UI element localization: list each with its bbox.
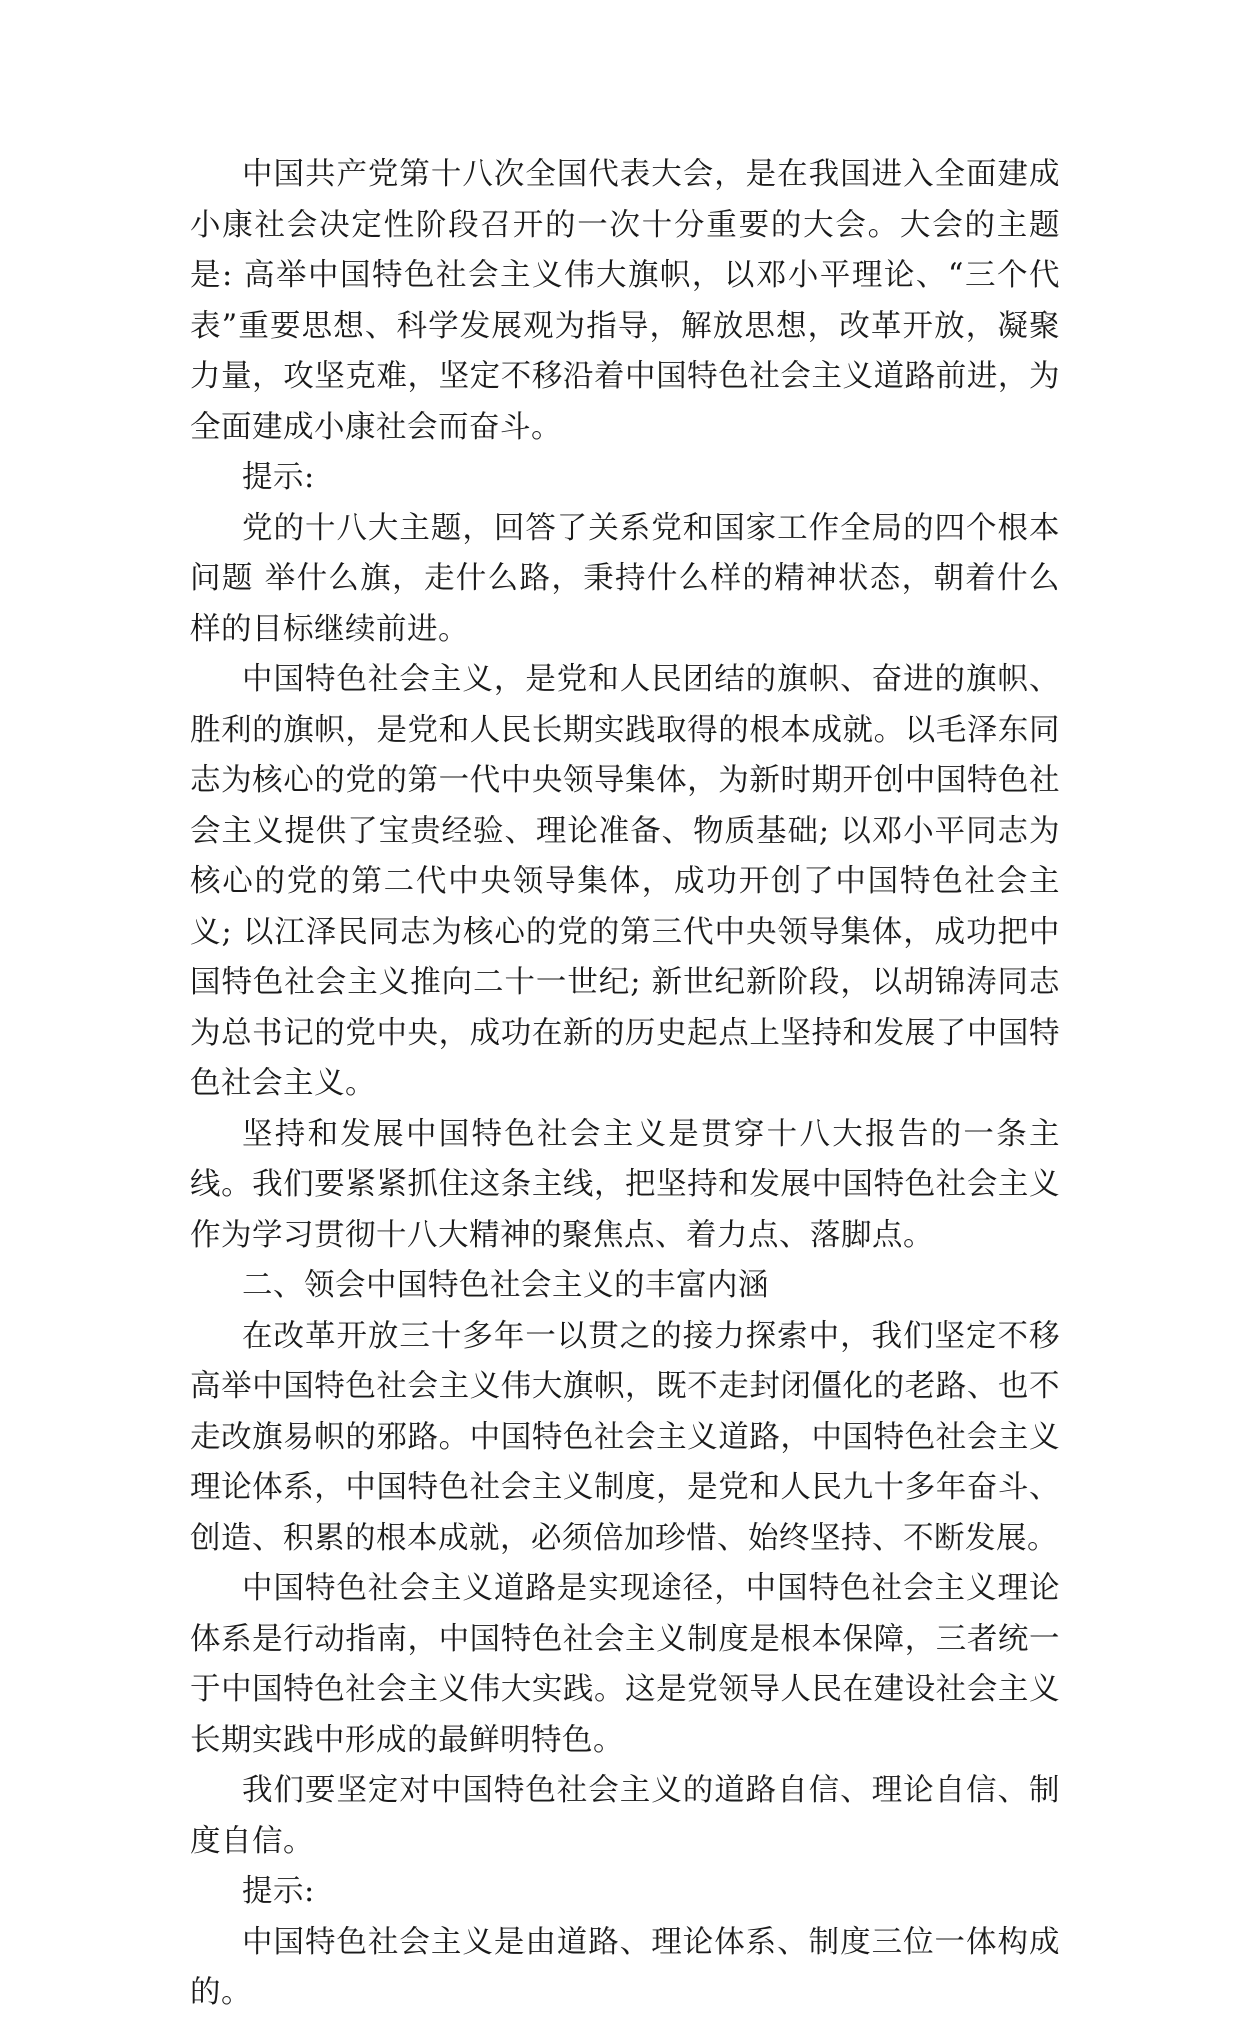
hint-label: 提示: (242, 1874, 315, 1909)
paragraph-hint-theme: 党的十八大主题，回答了关系党和国家工作全局的四个根本问题 举什么旗，走什么路，秉持什么样的精神状态，朝着什么样的目标继续前进。 (190, 510, 1060, 647)
section-heading: 二、领会中国特色社会主义的丰富内涵 (242, 1268, 769, 1303)
paragraph-intro: 中国共产党第十八次全国代表大会，是在我国进入全面建成小康社会决定性阶段召开的一次十分重要的大会。大会的主题是: 高举中国特色社会主义伟大旗帜，以邓小平理论、“三个代表”重要思想、科学发展观为指导，解放思想，改革开放，凝聚力量，攻坚克难，坚定不移沿着中国特色社会主义道路前进，为全面建成小康社会而奋斗。 (190, 157, 1060, 445)
paragraph-path-theory-system: 中国特色社会主义道路是实现途径，中国特色社会主义理论体系是行动指南，中国特色社会主义制度是根本保障，三者统一于中国特色社会主义伟大实践。这是党领导人民在建设社会主义长期实践中形成的最鲜明特色。 (190, 1571, 1060, 1758)
paragraph-main-line: 坚持和发展中国特色社会主义是贯穿十八大报告的一条主线。我们要紧紧抓住这条主线，把坚持和发展中国特色社会主义作为学习贯彻十八大精神的聚焦点、着力点、落脚点。 (190, 1116, 1060, 1253)
document-body (190, 150, 1060, 2019)
paragraph-reform: 在改革开放三十多年一以贯之的接力探索中，我们坚定不移高举中国特色社会主义伟大旗帜，既不走封闭僵化的老路、也不走改旗易帜的邪路。中国特色社会主义道路，中国特色社会主义理论体系，中国特色社会主义制度，是党和人民九十多年奋斗、创造、积累的根本成就，必须倍加珍惜、始终坚持、不断发展。 (190, 1318, 1060, 1556)
hint-label: 提示: (242, 460, 315, 495)
paragraph-socialism-banner: 中国特色社会主义，是党和人民团结的旗帜、奋进的旗帜、胜利的旗帜，是党和人民长期实践取得的根本成就。以毛泽东同志为核心的党的第一代中央领导集体，为新时期开创中国特色社会主义提供了宝贵经验、理论准备、物质基础; 以邓小平同志为核心的党的第二代中央领导集体，成功开创了中国特色社会主义; 以江泽民同志为核心的党的第三代中央领导集体，成功把中国特色社会主义推向二十一世纪; 新世纪新阶段，以胡锦涛同志为总书记的党中央，成功在新的历史起点上坚持和发展了中国特色社会主义。 (190, 662, 1060, 1101)
paragraph-confidence: 我们要坚定对中国特色社会主义的道路自信、理论自信、制度自信。 (190, 1773, 1060, 1859)
paragraph-trinity: 中国特色社会主义是由道路、理论体系、制度三位一体构成的。 (190, 1924, 1060, 2010)
